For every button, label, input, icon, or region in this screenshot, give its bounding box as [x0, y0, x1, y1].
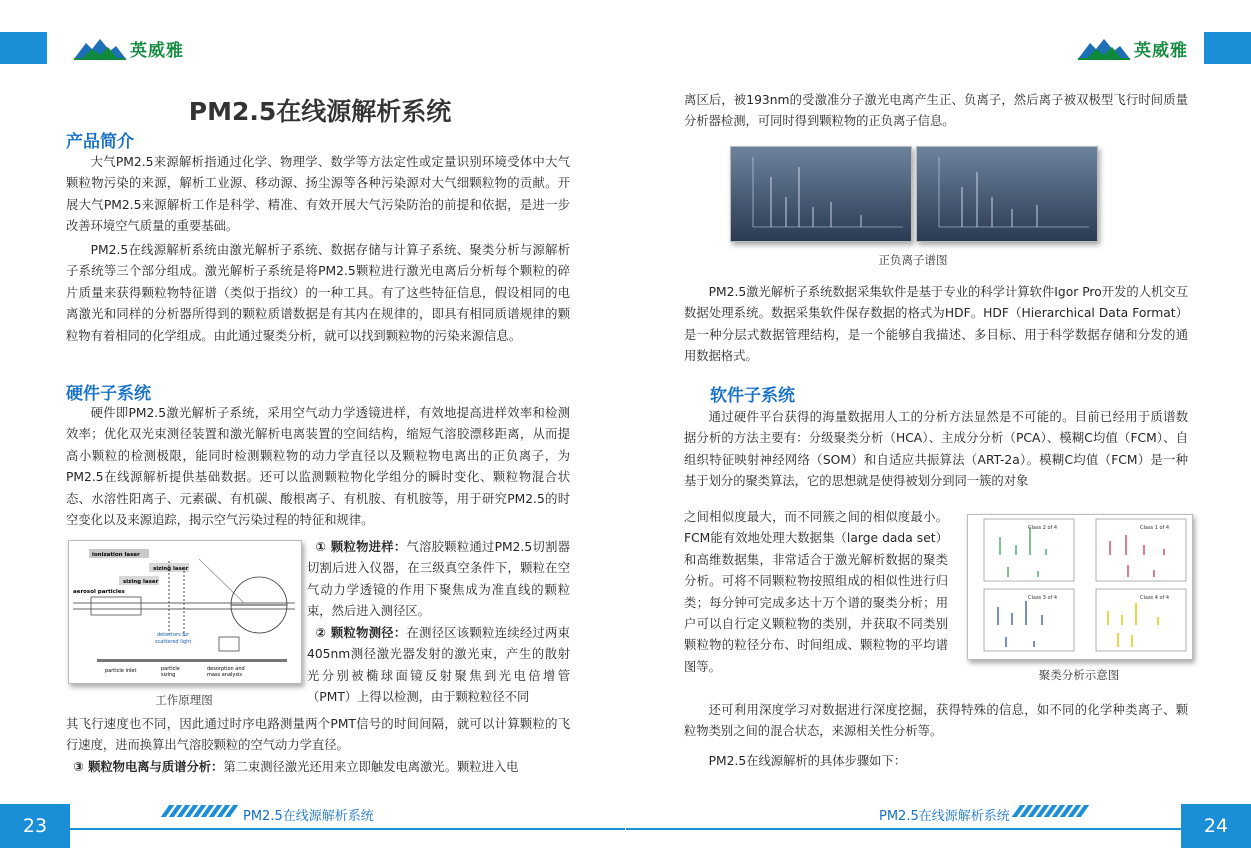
working-principle-figure [68, 540, 302, 684]
ionization-paragraph: 离区后，被193nm的受激准分子激光电离产生正、负离子，然后离子被双极型飞行时间质量分析器检测，可同时得到颗粒物的正负离子信息。 [684, 93, 1188, 129]
brand-logo-left [74, 36, 184, 61]
footer-line-right [626, 828, 1181, 830]
footer-stripes-left [165, 805, 234, 817]
fig-label-sizing-1: sizing laser [153, 566, 189, 572]
footer-line-left [70, 828, 625, 830]
fig-label-desorption-2: mass analysis [207, 672, 242, 678]
item-2-label: ② 颗粒物测径： [315, 626, 407, 640]
spectra-caption: 正负离子谱图 [878, 253, 948, 267]
hardware-paragraph: 硬件即PM2.5激光解析子系统，采用空气动力学透镜进样，有效地提高进样效率和检测效率；优化双光束测径装置和激光解析电离装置的空间结构，缩短气溶胶漂移距离，从而提高小颗粒的检测极限，能同时检测颗粒物的动力学直径以及颗粒物电离出的正负离子，为PM2.5在线源解析提供基础数据。还可以监测颗粒物化学组分的瞬时变化、颗粒物混合状态、水溶性阳离子、元素碳、有机碳、酸根离子、有机胺、有机胺等，用于研究PM2.5的时空变化以及来源追踪，揭示空气污染过程的特征和规律。 [66, 406, 570, 528]
item-1-label: ① 颗粒物进样： [315, 540, 407, 554]
steps-intro: PM2.5在线源解析的具体步骤如下： [708, 754, 907, 768]
software-paragraph-2-continued: 之间相似度最大，而不同簇之间的相似度最小。FCM能有效地处理大数据集（large dada set）和高维数据集，非常适合于激光解析数据的聚类分析。可将不同颗粒物按照组成的相似性进行归类；每分钟可完成多达十万个谱的聚类分析；用户可以自行定义颗粒物的类别，并获取不同类别颗粒物的粒径分布、时间组成、颗粒物的平均谱图等。 [684, 510, 948, 674]
item-2-text: 在测径区该颗粒连续经过两束405nm测径激光器发射的激光束，产生的散射光分别被椭球面镜反射聚焦到光电倍增管（PMT）上得以检测，由于颗粒粒径不同 [307, 626, 570, 705]
brand-name: 英威雅 [1134, 41, 1188, 61]
cluster-caption: 聚类分析示意图 [1038, 668, 1120, 682]
item-3 [66, 757, 570, 778]
fig-label-sizing-a: particle [161, 666, 180, 672]
mountain-icon [74, 37, 126, 61]
header-tab-left [0, 32, 47, 64]
cluster-label-4: Class 4 of 4 [1140, 595, 1170, 601]
software-paragraph-1: PM2.5激光解析子系统数据采集软件是基于专业的科学计算软件Igor Pro开发的人机交互数据处理系统。数据采集软件保存数据的格式为HDF。HDF（Hierarchical Data Format）是一种分层式数据管理结构，是一个能够自我描述、多目标、用于科学数据存储和分发的通用数据格式。 [684, 285, 1188, 364]
section-heading-software: 软件子系统 [710, 386, 795, 406]
fig-label-detectors-2: scattered light [155, 639, 192, 645]
fig-caption-principle: 工作原理图 [155, 693, 213, 707]
footer-text-left: PM2.5在线源解析系统 [243, 809, 374, 824]
header-tab-right [1204, 32, 1251, 64]
fig-label-desorption-1: desorption and [207, 666, 245, 672]
item-1 [307, 537, 570, 623]
fig-label-sizing-b: sizing [161, 672, 176, 678]
page-number-right: 24 [1181, 804, 1251, 848]
software-paragraph-2: 通过硬件平台获得的海量数据用人工的分析方法显然是不可能的。目前已经用于质谱数据分析的方法主要有：分级聚类分析（HCA）、主成分分析（PCA）、模糊C均值（FCM）、自组织特征映射神经网络（SOM）和自适应共振算法（ART-2a）。模糊C均值（FCM）是一种基于划分的聚类算法，它的思想就是使得被划分到同一簇的对象 [684, 410, 1188, 489]
cluster-analysis-figure [967, 514, 1193, 660]
brand-name: 英威雅 [130, 41, 184, 61]
page-title: PM2.5在线源解析系统 [188, 97, 452, 126]
page-number-left: 23 [0, 804, 70, 848]
fig-label-ionization: ionization laser [92, 552, 140, 558]
fig-label-aerosol: aerosol particles [73, 589, 125, 595]
fig-label-detectors-1: detectors for [157, 632, 190, 638]
spectrum-image-positive [730, 146, 912, 242]
item-1-text: 气溶胶颗粒通过PM2.5切割器切割后进入仪器，在三级真空条件下，颗粒在空气动力学透镜的作用下聚焦成为准直线的颗粒束，然后进入测径区。 [307, 540, 570, 619]
item-2-continued: 其飞行速度也不同，因此通过时序电路测量两个PMT信号的时间间隔，就可以计算颗粒的飞行速度，进而换算出气溶胶颗粒的空气动力学直径。 [66, 717, 570, 753]
fig-label-sizing-2: sizing laser [123, 579, 159, 585]
deep-learning-paragraph: 还可利用深度学习对数据进行深度挖掘，获得特殊的信息，如不同的化学种类离子、颗粒物类别之间的混合状态，来源相关性分析等。 [684, 703, 1188, 739]
brand-logo-right [1078, 36, 1188, 61]
intro-paragraph-1: 大气PM2.5来源解析指通过化学、物理学、数学等方法定性或定量识别环境受体中大气颗粒物污染的来源，解析工业源、移动源、扬尘源等各种污染源对大气细颗粒物的贡献。开展大气PM2.5来源解析工作是科学、精准、有效开展大气污染防治的前提和依据，是进一步改善环境空气质量的重要基础。 [66, 155, 570, 234]
cluster-label-2: Class 2 of 4 [1028, 525, 1058, 531]
fig-label-inlet: particle inlet [105, 668, 137, 674]
item-3-text: 第二束测径激光还用来立即触发电离激光。颗粒进入电 [223, 760, 519, 774]
footer-stripes-right [1016, 805, 1085, 817]
item-3-label: ③ 颗粒物电离与质谱分析： [73, 760, 224, 774]
mountain-icon [1078, 37, 1130, 61]
cluster-label-3: Class 3 of 4 [1028, 595, 1058, 601]
spectrum-image-negative [916, 146, 1098, 242]
footer-text-right: PM2.5在线源解析系统 [879, 809, 1010, 824]
section-heading-hardware: 硬件子系统 [66, 384, 151, 404]
section-heading-intro: 产品简介 [66, 132, 134, 152]
intro-paragraph-2: PM2.5在线源解析系统由激光解析子系统、数据存储与计算子系统、聚类分析与源解析子系统等三个部分组成。激光解析子系统是将PM2.5颗粒进行激光电离后分析每个颗粒的碎片质量来获得颗粒物特征谱（类似于指纹）的一种工具。有了这些特征信息，假设相同的电离激光和同样的分析器所得到的颗粒质谱数据是有其内在规律的，即具有相同质谱规律的颗粒物有着相同的化学组成。由此通过聚类分析，就可以找到颗粒物的污染来源信息。 [66, 243, 570, 343]
item-2 [307, 623, 570, 709]
cluster-label-1: Class 1 of 4 [1140, 525, 1170, 531]
